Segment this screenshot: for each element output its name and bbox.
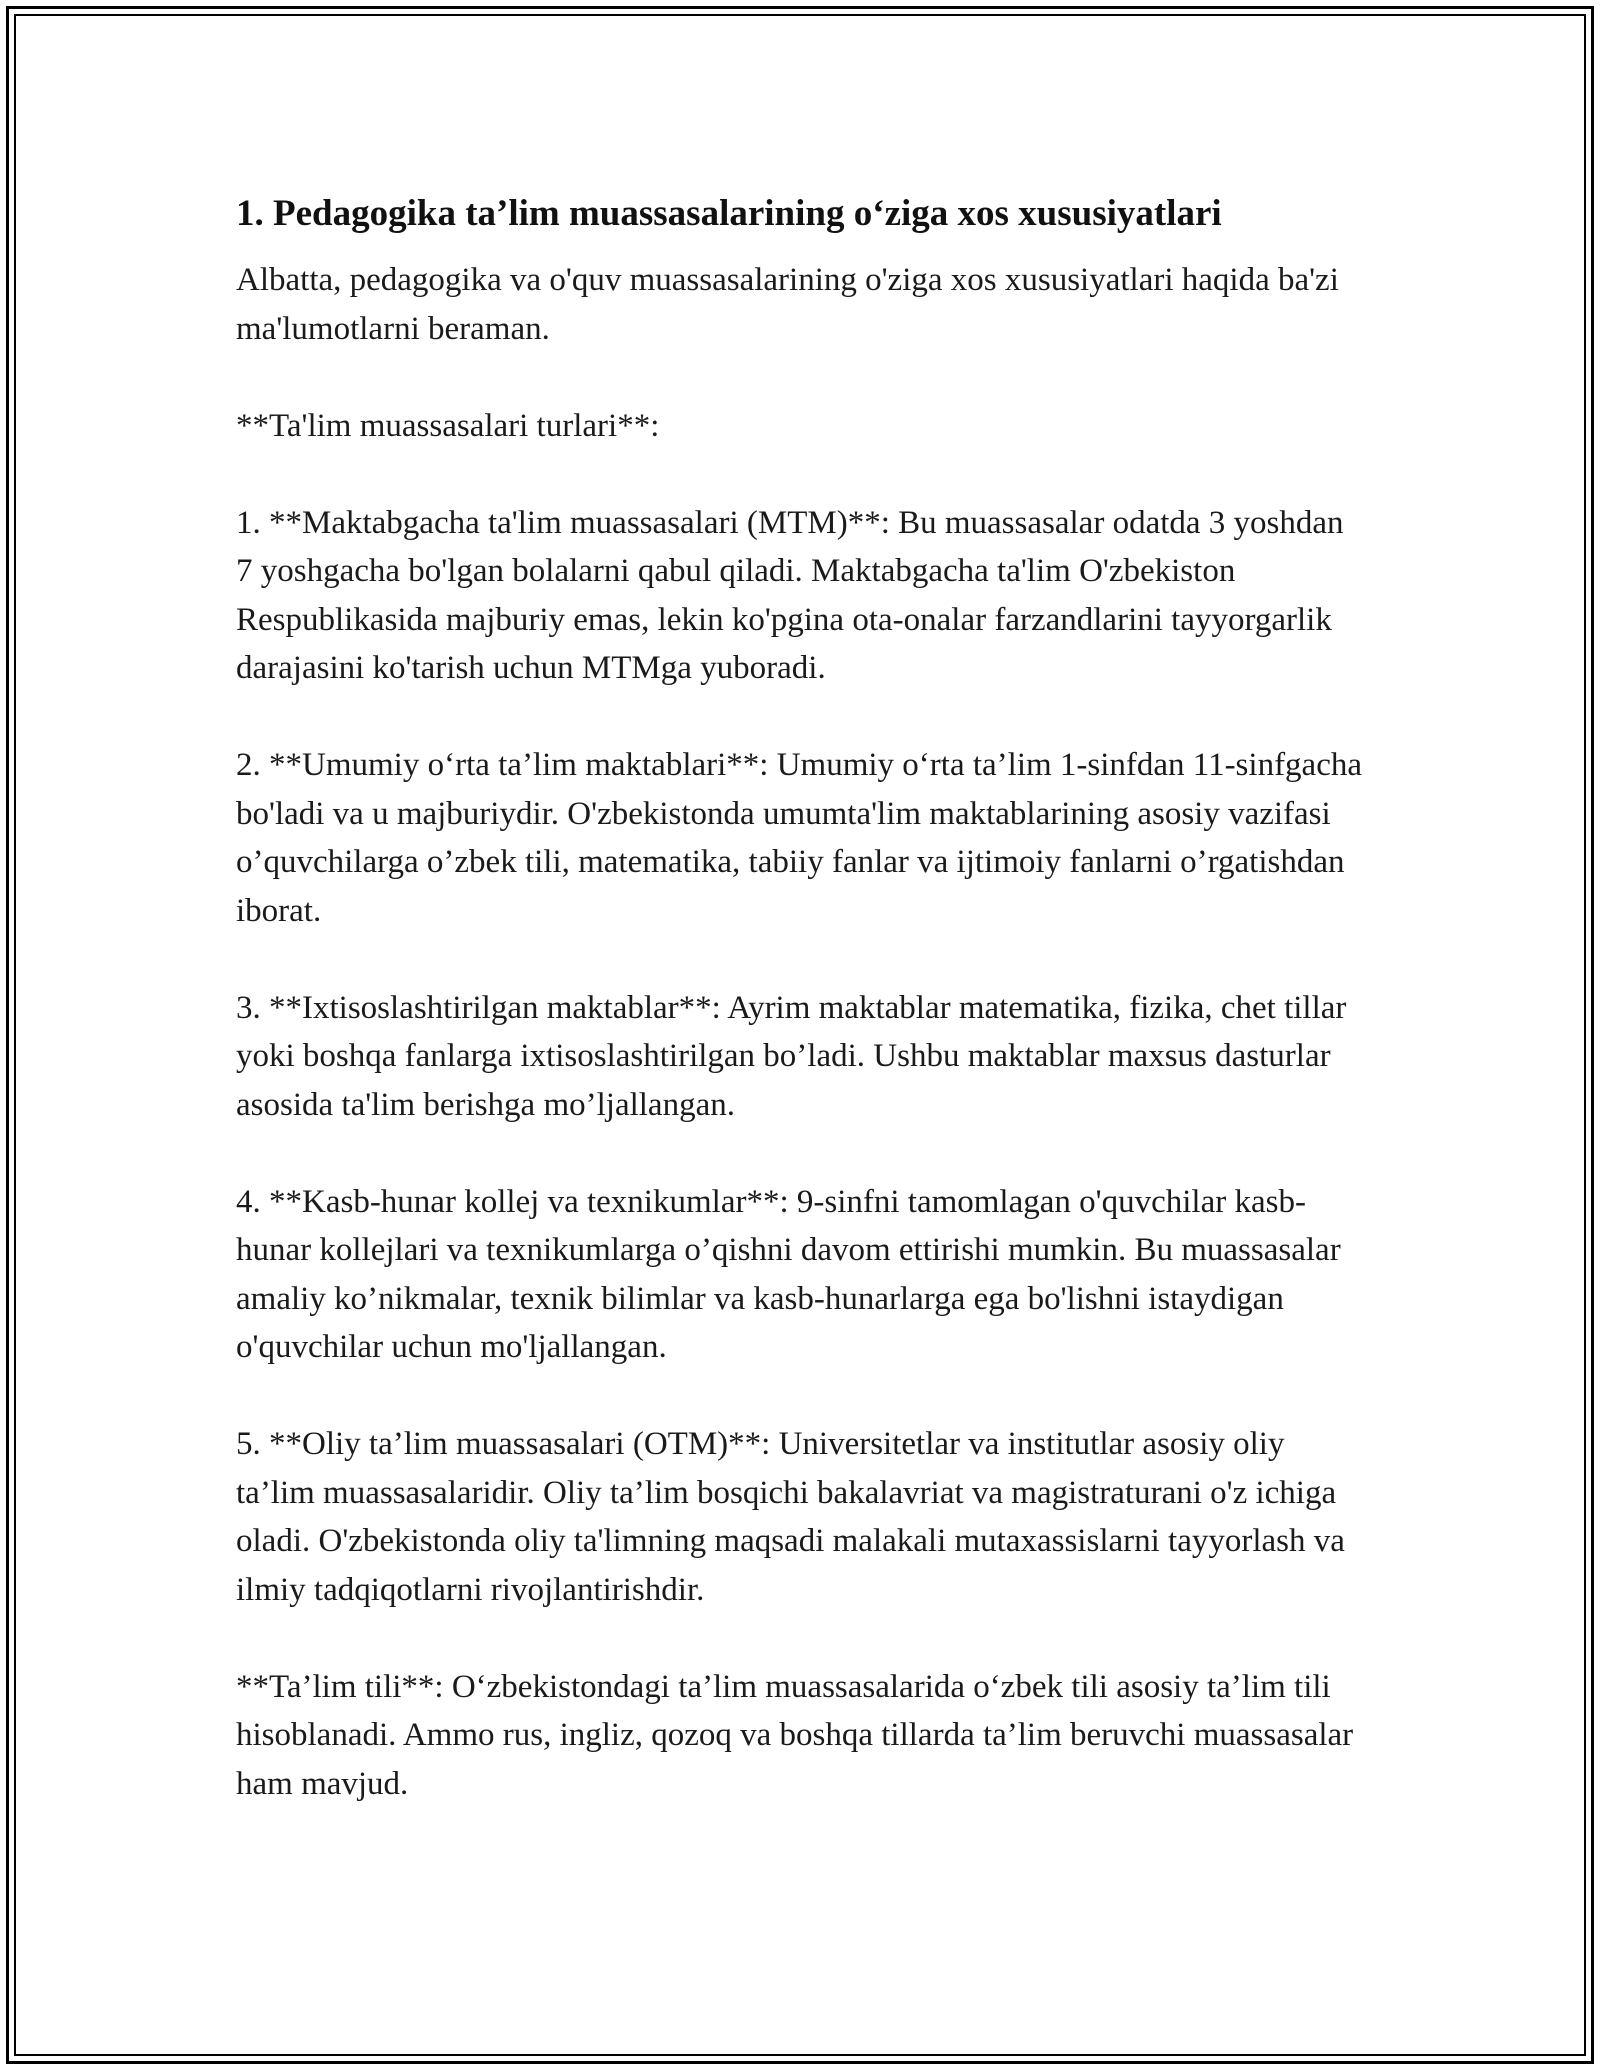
list-item-vocational-colleges: 4. **Kasb-hunar kollej va texnikumlar**: 9-sinfni tamomlagan o'quvchilar kasb-hunar kollejlari va texnikumlarga o’qishni davom ettirishi mumkin. Bu muassasalar amaliy ko’nikmalar, texnik bilimlar va kasb-hunarlarga ega bo'lishni istaydigan o'quvchilar uchun mo'ljallangan. <box>236 1183 1341 1365</box>
document-body <box>236 186 1368 1808</box>
paragraph-language-of-instruction: **Ta’lim tili**: O‘zbekistondagi ta’lim muassasalarida o‘zbek tili asosiy ta’lim tili hisoblanadi. Ammo rus, ingliz, qozoq va boshqa tillarda ta’lim beruvchi muassasalar ham mavjud. <box>236 1668 1354 1802</box>
list-item-higher-education: 5. **Oliy ta’lim muassasalari (OTM)**: Universitetlar va institutlar asosiy oliy ta’lim muassasalaridir. Oliy ta’lim bosqichi bakalavriat va magistraturani o'z ichiga oladi. O'zbekistonda oliy ta'limning maqsadi malakali mutaxassislarni tayyorlash va ilmiy tadqiqotlarni rivojlantirishdir. <box>236 1426 1345 1608</box>
list-item-general-secondary: 2. **Umumiy o‘rta ta’lim maktablari**: Umumiy o‘rta ta’lim 1-sinfdan 11-sinfgacha bo'ladi va u majburiydir. O'zbekistonda umumta'lim maktablarining asosiy vazifasi o’quvchilarga o’zbek tili, matematika, tabiiy fanlar va ijtimoiy fanlarni o’rgatishdan iborat. <box>236 747 1362 929</box>
intro-paragraph: Albatta, pedagogika va o'quv muassasalarining o'ziga xos xususiyatlari haqida ba'zi ma'lumotlarni beraman. <box>236 262 1339 347</box>
list-item-specialized-schools: 3. **Ixtisoslashtirilgan maktablar**: Ayrim maktablar matematika, fizika, chet tillar yoki boshqa fanlarga ixtisoslashtirilgan bo’ladi. Ushbu maktablar maxsus dasturlar asosida ta'lim berishga mo’ljallangan. <box>236 989 1347 1123</box>
section-heading-institution-types: **Ta'lim muassasalari turlari**: <box>236 407 660 444</box>
document-title: 1. Pedagogika ta’lim muassasalarining o‘ziga xos xususiyatlari <box>236 193 1222 234</box>
list-item-preschool: 1. **Maktabgacha ta'lim muassasalari (MTM)**: Bu muassasalar odatda 3 yoshdan 7 yoshgacha bo'lgan bolalarni qabul qiladi. Maktabgacha ta'lim O'zbekiston Respublikasida majburiy emas, lekin ko'pgina ota-onalar farzandlarini tayyorgarlik darajasini ko'tarish uchun MTMga yuboradi. <box>236 504 1344 686</box>
